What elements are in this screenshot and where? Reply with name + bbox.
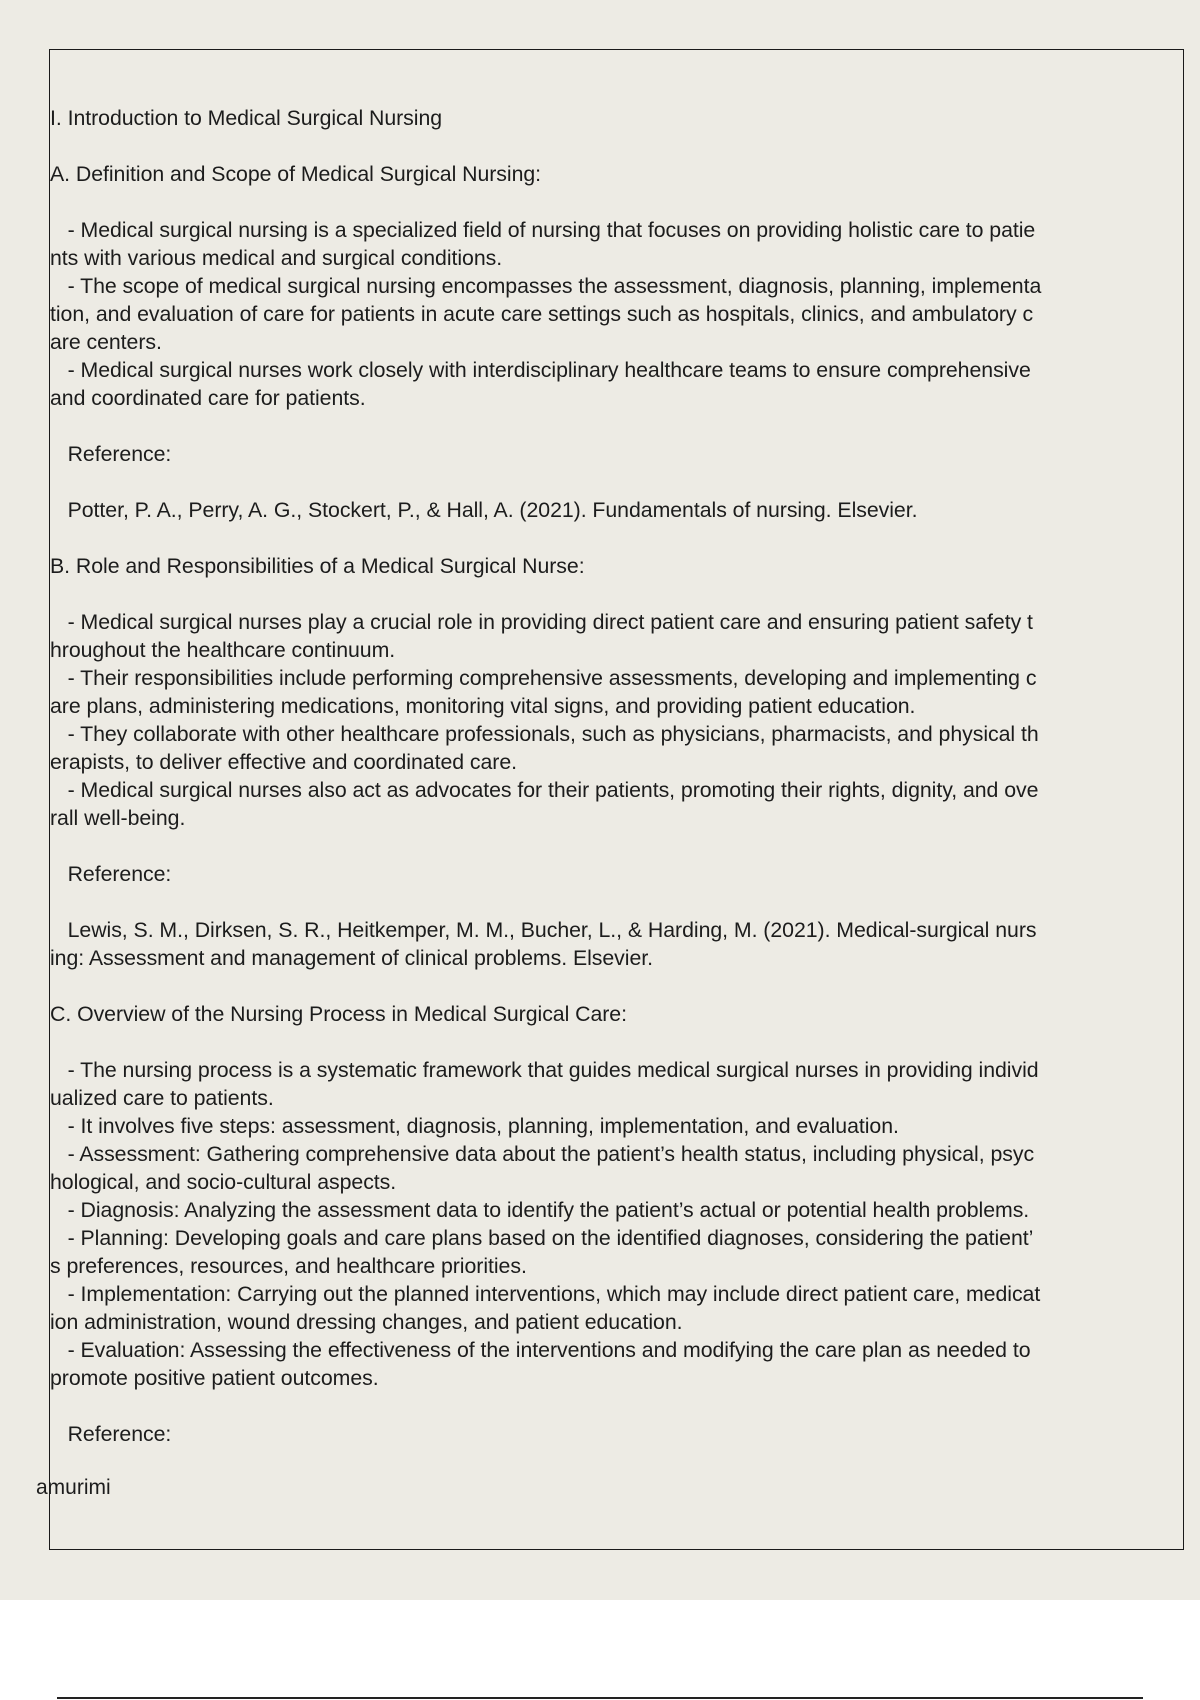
reference-text: Potter, P. A., Perry, A. G., Stockert, P., & Hall, A. (2021). Fundamentals of nursing. Elsevier. xyxy=(50,498,918,522)
bullet-line: tion, and evaluation of care for patients in acute care settings such as hospitals, clinics, and ambulatory c xyxy=(50,302,1034,326)
bullet-line: promote positive patient outcomes. xyxy=(50,1366,379,1390)
bullet-line: erapists, to deliver effective and coordinated care. xyxy=(50,750,517,774)
bullet-line: and coordinated care for patients. xyxy=(50,386,366,410)
bullet-line: - Medical surgical nurses also act as advocates for their patients, promoting their rights, dignity, and ove xyxy=(50,778,1039,802)
bullet-line: ualized care to patients. xyxy=(50,1086,274,1110)
bullet-line: rall well-being. xyxy=(50,806,186,830)
section-title: I. Introduction to Medical Surgical Nursing xyxy=(50,106,443,130)
bullet-line: - Medical surgical nurses play a crucial role in providing direct patient care and ensuring patient safety t xyxy=(50,610,1033,634)
heading-c: C. Overview of the Nursing Process in Medical Surgical Care: xyxy=(50,1002,627,1026)
bullet-line: ion administration, wound dressing changes, and patient education. xyxy=(50,1310,683,1334)
footer-divider xyxy=(57,1697,1143,1699)
reference-text: ing: Assessment and management of clinical problems. Elsevier. xyxy=(50,946,653,970)
bullet-line: - Diagnosis: Analyzing the assessment data to identify the patient’s actual or potential health problems. xyxy=(50,1198,1030,1222)
bullet-line: - The scope of medical surgical nursing encompasses the assessment, diagnosis, planning, implementa xyxy=(50,274,1042,298)
reference-label: Reference: xyxy=(50,862,172,886)
bullet-line: - Medical surgical nurses work closely with interdisciplinary healthcare teams to ensure comprehensive xyxy=(50,358,1031,382)
reference-label: Reference: xyxy=(50,1422,172,1446)
signature: amurimi xyxy=(36,1476,111,1499)
bullet-line: nts with various medical and surgical conditions. xyxy=(50,246,503,270)
reference-text: Lewis, S. M., Dirksen, S. R., Heitkemper, M. M., Bucher, L., & Harding, M. (2021). Medical-surgical nurs xyxy=(50,918,1037,942)
bullet-line: are centers. xyxy=(50,330,162,354)
document-body xyxy=(50,104,1178,1448)
bullet-line: - Planning: Developing goals and care plans based on the identified diagnoses, considering the patient’ xyxy=(50,1226,1034,1250)
bullet-line: - The nursing process is a systematic framework that guides medical surgical nurses in providing individ xyxy=(50,1058,1039,1082)
bullet-line: hological, and socio-cultural aspects. xyxy=(50,1170,397,1194)
bullet-line: are plans, administering medications, monitoring vital signs, and providing patient education. xyxy=(50,694,916,718)
bullet-line: - Evaluation: Assessing the effectiveness of the interventions and modifying the care plan as needed to xyxy=(50,1338,1031,1362)
bullet-line: - Implementation: Carrying out the planned interventions, which may include direct patient care, medicat xyxy=(50,1282,1041,1306)
bullet-line: - Their responsibilities include performing comprehensive assessments, developing and implementing c xyxy=(50,666,1037,690)
reference-label: Reference: xyxy=(50,442,172,466)
bullet-line: - Medical surgical nursing is a specialized field of nursing that focuses on providing holistic care to patie xyxy=(50,218,1036,242)
bullet-line: s preferences, resources, and healthcare priorities. xyxy=(50,1254,527,1278)
bullet-line: - They collaborate with other healthcare professionals, such as physicians, pharmacists, and physical th xyxy=(50,722,1039,746)
heading-b: B. Role and Responsibilities of a Medical Surgical Nurse: xyxy=(50,554,585,578)
bullet-line: hroughout the healthcare continuum. xyxy=(50,638,396,662)
heading-a: A. Definition and Scope of Medical Surgical Nursing: xyxy=(50,162,542,186)
bullet-line: - It involves five steps: assessment, diagnosis, planning, implementation, and evaluation. xyxy=(50,1114,899,1138)
bullet-line: - Assessment: Gathering comprehensive data about the patient’s health status, including physical, psyc xyxy=(50,1142,1035,1166)
